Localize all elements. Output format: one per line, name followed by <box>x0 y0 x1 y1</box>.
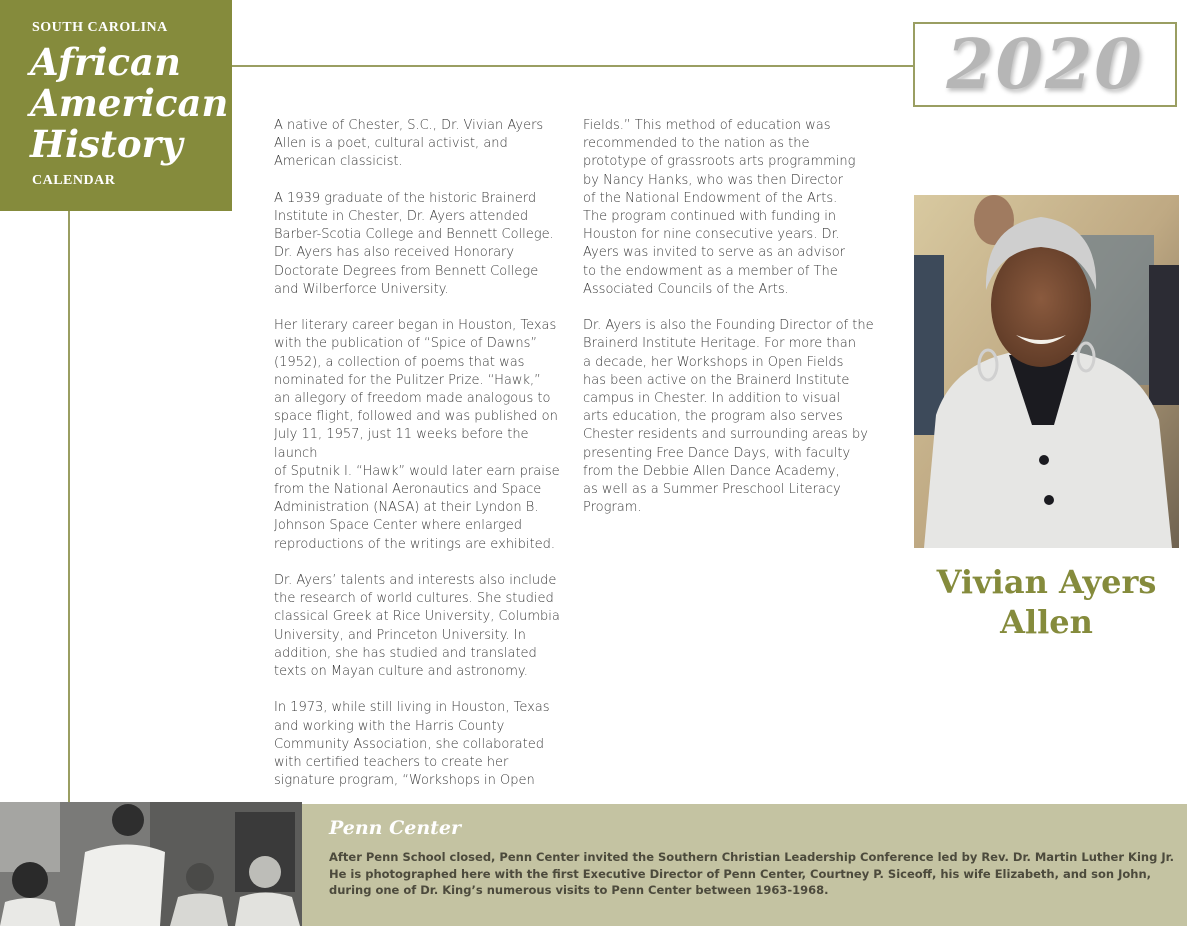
paragraph: Fields.” This method of education was recommended to the nation as the prototype of grassroots arts programming by Nancy Hanks, who was then Director of the National Endowment of the Arts. The program continued with funding in Houston for nine consecutive years. Dr. Ayers was invited to serve as an advisor to the endowment as a member of The Associated Councils of the Arts. <box>583 118 856 297</box>
vertical-divider <box>68 211 70 802</box>
portrait-name-line: Allen <box>1000 603 1093 641</box>
article-column-2 <box>583 117 878 536</box>
historic-group-photo <box>0 802 302 926</box>
brand-title <box>30 42 230 165</box>
paragraph: A 1939 graduate of the historic Brainerd Institute in Chester, Dr. Ayers attended Barber-Scotia College and Bennett College. Dr. Ayers has also received Honorary Doctorate Degrees from Bennett College and Wilberforce University. <box>274 190 554 297</box>
portrait-photo <box>914 195 1179 548</box>
brand-title-line: American <box>30 81 229 125</box>
paragraph: Dr. Ayers’ talents and interests also include the research of world cultures. She studied classical Greek at Rice University, Columbia University, and Princeton University. In addition, she has studied and translated texts on Mayan culture and astronomy. <box>274 573 560 680</box>
brand-title-line: History <box>30 122 183 166</box>
brand-state: SOUTH CAROLINA <box>32 20 168 35</box>
penn-center-photo <box>0 802 302 926</box>
year-label: 2020 <box>946 24 1144 105</box>
caption-text: After Penn School closed, Penn Center invited the Southern Christian Leadership Conference led by Rev. Dr. Martin Luther King Jr. He is photographed here with the first Executive Director of Penn Center, Courtney P. Siceoff, his wife Elizabeth, and son John, during one of Dr. King’s numerous visits to Penn Center between 1963-1968. <box>329 850 1174 897</box>
article-column-1 <box>274 117 569 809</box>
year-box <box>913 22 1177 107</box>
paragraph: In 1973, while still living in Houston, Texas and working with the Harris County Community Association, she collaborated with certified teachers to create her signature program, “Workshops in Open <box>274 700 550 789</box>
paragraph: A native of Chester, S.C., Dr. Vivian Ayers Allen is a poet, cultural activist, and American classicist. <box>274 118 544 170</box>
penn-center-caption-band <box>302 804 1187 926</box>
portrait-image <box>914 195 1179 548</box>
calendar-brand-block <box>0 0 232 211</box>
brand-calendar-label: CALENDAR <box>32 173 116 188</box>
caption-title: Penn Center <box>329 817 462 839</box>
paragraph: Her literary career began in Houston, Texas with the publication of “Spice of Dawns” (1952), a collection of poems that was nominated for the Pulitzer Prize. “Hawk,” an allegory of freedom made analogous to space flight, followed and was published on July 11, 1957, just 11 weeks before the launch of Sputnik I. “Hawk” would later earn praise from the National Aeronautics and Space Administration (NASA) at their Lyndon B. Johnson Space Center where enlarged reproductions of the writings are exhibited. <box>274 318 560 552</box>
brand-title-line: African <box>30 40 181 84</box>
portrait-name-line: Vivian Ayers <box>936 563 1157 601</box>
paragraph: Dr. Ayers is also the Founding Director of the Brainerd Institute Heritage. For more than a decade, her Workshops in Open Fields has been active on the Brainerd Institute campus in Chester. In addition to visual arts education, the program also serves Chester residents and surrounding areas by presenting Free Dance Days, with faculty from the Debbie Allen Dance Academy, as well as a Summer Preschool Literacy Program. <box>583 318 874 516</box>
horizontal-divider <box>232 65 914 67</box>
portrait-name <box>914 562 1179 642</box>
